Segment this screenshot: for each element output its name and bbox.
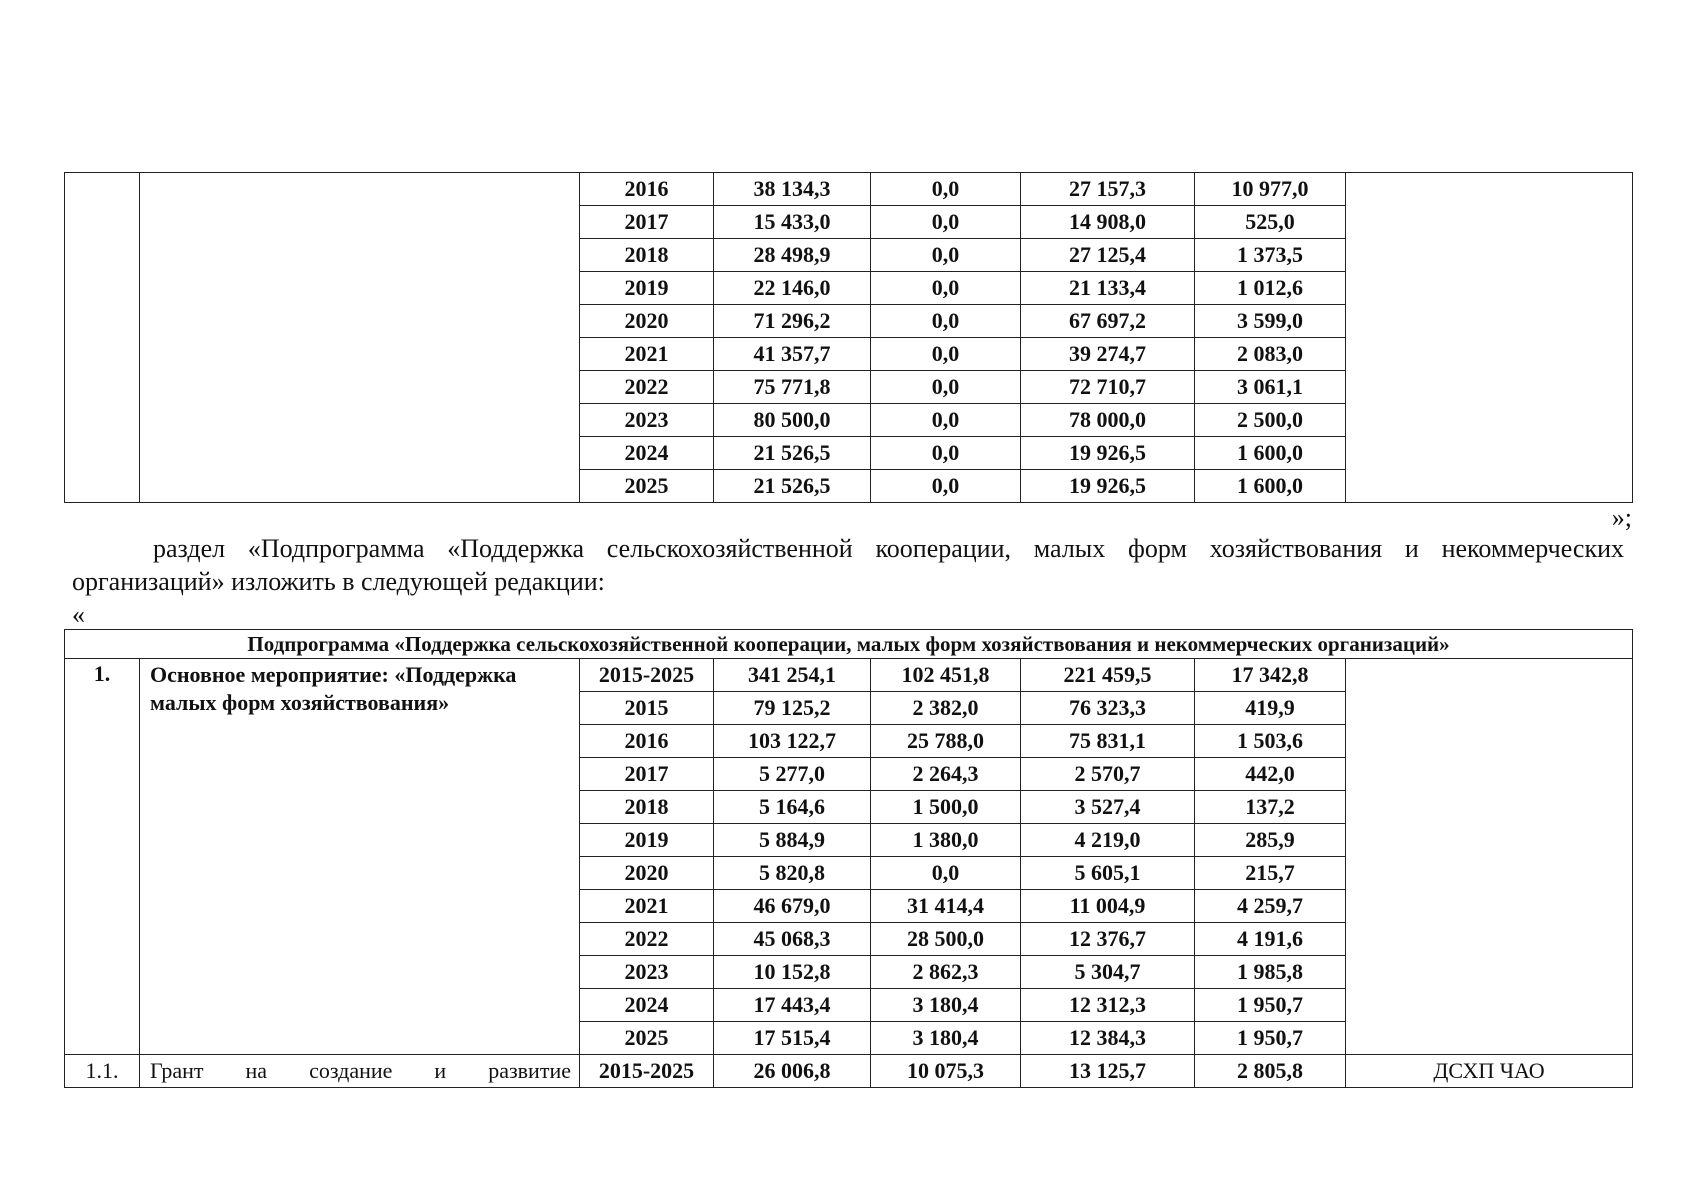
other-cell: 2 083,0 xyxy=(1195,338,1346,371)
other-cell: 1 950,7 xyxy=(1195,1022,1346,1055)
regional-cell: 76 323,3 xyxy=(1021,692,1195,725)
other-cell: 4 259,7 xyxy=(1195,890,1346,923)
year-cell: 2025 xyxy=(580,470,714,503)
regional-cell: 2 570,7 xyxy=(1021,758,1195,791)
regional-cell: 72 710,7 xyxy=(1021,371,1195,404)
federal-cell: 2 382,0 xyxy=(871,692,1021,725)
federal-cell: 102 451,8 xyxy=(871,659,1021,692)
year-cell: 2016 xyxy=(580,725,714,758)
year-cell: 2022 xyxy=(580,923,714,956)
executor-cell: ДСХП ЧАО xyxy=(1346,1055,1633,1088)
total-cell: 71 296,2 xyxy=(714,305,871,338)
year-cell: 2017 xyxy=(580,758,714,791)
closing-quote: »; xyxy=(1611,503,1632,532)
year-cell: 2015-2025 xyxy=(580,1055,714,1088)
regional-cell: 5 304,7 xyxy=(1021,956,1195,989)
year-cell: 2018 xyxy=(580,239,714,272)
federal-cell: 0,0 xyxy=(871,239,1021,272)
year-cell: 2020 xyxy=(580,305,714,338)
year-cell: 2016 xyxy=(580,173,714,206)
continued-funding-table xyxy=(64,172,1633,503)
total-cell: 21 526,5 xyxy=(714,470,871,503)
total-cell: 22 146,0 xyxy=(714,272,871,305)
other-cell: 137,2 xyxy=(1195,791,1346,824)
year-cell: 2017 xyxy=(580,206,714,239)
total-cell: 75 771,8 xyxy=(714,371,871,404)
other-cell: 442,0 xyxy=(1195,758,1346,791)
item-name: Грант на создание и развитие xyxy=(140,1055,580,1088)
total-cell: 5 277,0 xyxy=(714,758,871,791)
federal-cell: 0,0 xyxy=(871,173,1021,206)
regional-cell: 13 125,7 xyxy=(1021,1055,1195,1088)
regional-cell: 14 908,0 xyxy=(1021,206,1195,239)
regional-cell: 78 000,0 xyxy=(1021,404,1195,437)
year-cell: 2019 xyxy=(580,272,714,305)
total-cell: 5 820,8 xyxy=(714,857,871,890)
federal-cell: 28 500,0 xyxy=(871,923,1021,956)
total-cell: 5 884,9 xyxy=(714,824,871,857)
federal-cell: 2 862,3 xyxy=(871,956,1021,989)
year-cell: 2021 xyxy=(580,890,714,923)
other-cell: 2 805,8 xyxy=(1195,1055,1346,1088)
total-cell: 28 498,9 xyxy=(714,239,871,272)
federal-cell: 0,0 xyxy=(871,470,1021,503)
other-cell: 3 599,0 xyxy=(1195,305,1346,338)
other-cell: 1 503,6 xyxy=(1195,725,1346,758)
other-cell: 419,9 xyxy=(1195,692,1346,725)
regional-cell: 75 831,1 xyxy=(1021,725,1195,758)
federal-cell: 3 180,4 xyxy=(871,1022,1021,1055)
other-cell: 1 012,6 xyxy=(1195,272,1346,305)
other-cell: 17 342,8 xyxy=(1195,659,1346,692)
total-cell: 17 515,4 xyxy=(714,1022,871,1055)
year-cell: 2015-2025 xyxy=(580,659,714,692)
year-cell: 2023 xyxy=(580,956,714,989)
federal-cell: 31 414,4 xyxy=(871,890,1021,923)
federal-cell: 0,0 xyxy=(871,371,1021,404)
federal-cell: 0,0 xyxy=(871,305,1021,338)
subprogram-header: Подпрограмма «Поддержка сельскохозяйственной кооперации, малых форм хозяйствования и некоммерческих организаций» xyxy=(65,630,1633,659)
executor-cell xyxy=(1346,173,1633,503)
executor-cell xyxy=(1346,659,1633,1055)
year-cell: 2015 xyxy=(580,692,714,725)
other-cell: 1 950,7 xyxy=(1195,989,1346,1022)
regional-cell: 27 157,3 xyxy=(1021,173,1195,206)
year-cell: 2019 xyxy=(580,824,714,857)
total-cell: 17 443,4 xyxy=(714,989,871,1022)
federal-cell: 0,0 xyxy=(871,338,1021,371)
federal-cell: 0,0 xyxy=(871,206,1021,239)
opening-quote: « xyxy=(72,600,85,629)
subprogram-table xyxy=(64,629,1633,1088)
number-cell xyxy=(65,173,140,503)
other-cell: 285,9 xyxy=(1195,824,1346,857)
federal-cell: 10 075,3 xyxy=(871,1055,1021,1088)
amendment-paragraph: раздел «Подпрограмма «Поддержка сельскохозяйственной кооперации, малых форм хозяйствования и некоммерческих организаций» изложить в следующей редакции: xyxy=(72,534,1624,596)
regional-cell: 27 125,4 xyxy=(1021,239,1195,272)
other-cell: 1 373,5 xyxy=(1195,239,1346,272)
year-cell: 2018 xyxy=(580,791,714,824)
total-cell: 21 526,5 xyxy=(714,437,871,470)
total-cell: 38 134,3 xyxy=(714,173,871,206)
year-cell: 2023 xyxy=(580,404,714,437)
table-row xyxy=(65,173,1633,206)
regional-cell: 5 605,1 xyxy=(1021,857,1195,890)
federal-cell: 1 380,0 xyxy=(871,824,1021,857)
total-cell: 26 006,8 xyxy=(714,1055,871,1088)
federal-cell: 25 788,0 xyxy=(871,725,1021,758)
other-cell: 525,0 xyxy=(1195,206,1346,239)
other-cell: 1 600,0 xyxy=(1195,437,1346,470)
total-cell: 5 164,6 xyxy=(714,791,871,824)
federal-cell: 0,0 xyxy=(871,857,1021,890)
other-cell: 1 600,0 xyxy=(1195,470,1346,503)
total-cell: 15 433,0 xyxy=(714,206,871,239)
regional-cell: 11 004,9 xyxy=(1021,890,1195,923)
regional-cell: 39 274,7 xyxy=(1021,338,1195,371)
table-row xyxy=(65,1055,1633,1088)
regional-cell: 12 312,3 xyxy=(1021,989,1195,1022)
total-cell: 41 357,7 xyxy=(714,338,871,371)
total-cell: 80 500,0 xyxy=(714,404,871,437)
other-cell: 2 500,0 xyxy=(1195,404,1346,437)
federal-cell: 1 500,0 xyxy=(871,791,1021,824)
federal-cell: 2 264,3 xyxy=(871,758,1021,791)
item-number: 1.1. xyxy=(65,1055,140,1088)
other-cell: 4 191,6 xyxy=(1195,923,1346,956)
other-cell: 215,7 xyxy=(1195,857,1346,890)
total-cell: 10 152,8 xyxy=(714,956,871,989)
total-cell: 46 679,0 xyxy=(714,890,871,923)
regional-cell: 221 459,5 xyxy=(1021,659,1195,692)
year-cell: 2022 xyxy=(580,371,714,404)
total-cell: 79 125,2 xyxy=(714,692,871,725)
total-cell: 341 254,1 xyxy=(714,659,871,692)
total-cell: 103 122,7 xyxy=(714,725,871,758)
name-cell xyxy=(140,173,580,503)
federal-cell: 0,0 xyxy=(871,404,1021,437)
regional-cell: 12 376,7 xyxy=(1021,923,1195,956)
year-cell: 2021 xyxy=(580,338,714,371)
year-cell: 2025 xyxy=(580,1022,714,1055)
regional-cell: 19 926,5 xyxy=(1021,437,1195,470)
other-cell: 1 985,8 xyxy=(1195,956,1346,989)
federal-cell: 0,0 xyxy=(871,272,1021,305)
regional-cell: 4 219,0 xyxy=(1021,824,1195,857)
year-cell: 2024 xyxy=(580,989,714,1022)
table-row xyxy=(65,659,1633,692)
item-number: 1. xyxy=(65,659,140,1055)
regional-cell: 21 133,4 xyxy=(1021,272,1195,305)
regional-cell: 67 697,2 xyxy=(1021,305,1195,338)
other-cell: 10 977,0 xyxy=(1195,173,1346,206)
regional-cell: 12 384,3 xyxy=(1021,1022,1195,1055)
total-cell: 45 068,3 xyxy=(714,923,871,956)
federal-cell: 3 180,4 xyxy=(871,989,1021,1022)
regional-cell: 19 926,5 xyxy=(1021,470,1195,503)
federal-cell: 0,0 xyxy=(871,437,1021,470)
other-cell: 3 061,1 xyxy=(1195,371,1346,404)
regional-cell: 3 527,4 xyxy=(1021,791,1195,824)
year-cell: 2020 xyxy=(580,857,714,890)
item-name: Основное мероприятие: «Поддержка малых форм хозяйствования» xyxy=(140,659,580,1055)
year-cell: 2024 xyxy=(580,437,714,470)
